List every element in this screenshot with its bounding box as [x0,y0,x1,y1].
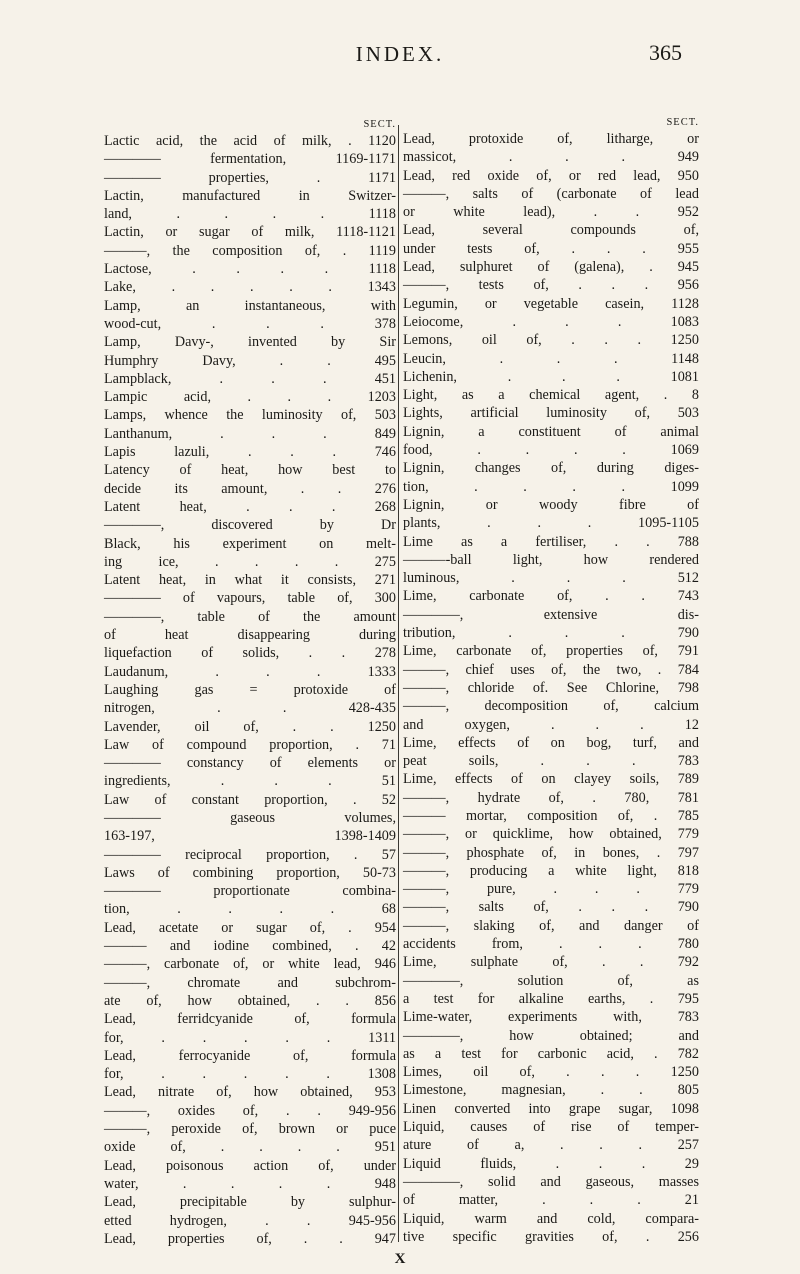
index-entry: Law of compound proportion, . 71 [104,736,396,753]
index-entry: Laughing gas = protoxide of [104,681,396,698]
index-entry: oxide of, . . . . 951 [104,1139,396,1156]
index-entry: Lead, properties of, . . 947 [104,1230,396,1247]
index-entry: ———— gaseous volumes, [104,809,396,826]
index-entry: Lead, protoxide of, litharge, or [403,131,699,147]
index-entry: and oxygen, . . . 12 [403,716,699,733]
index-entry: Lichenin, . . . 1081 [403,368,699,385]
index-entry: accidents from, . . . 780 [403,936,699,953]
index-entry: ———— reciprocal proportion, . 57 [104,846,396,863]
index-entry: Lead, precipitable by sulphur- [104,1194,396,1211]
index-entry: ————, table of the amount [104,608,396,625]
index-entry: as a test for carbonic acid, . 782 [403,1045,699,1062]
index-entry: ———, pure, . . . 779 [403,881,699,898]
index-entry: ———, the composition of, . 1119 [104,242,396,259]
index-entry: land, . . . . 1118 [104,206,396,223]
signature-mark: X [394,1251,406,1267]
index-entry: Lake, . . . . . 1343 [104,279,396,296]
index-entry: Lime, carbonate of, . . 743 [403,588,699,605]
index-entry: ————, how obtained; and [403,1027,699,1044]
index-entry: ———, salts of, . . . 790 [403,899,699,916]
running-header-title: INDEX. [355,42,445,66]
index-entry: Lignin, changes of, during diges- [403,460,699,477]
index-entry: ——— mortar, composition of, . 785 [403,807,699,824]
index-entry: Lactic acid, the acid of milk, . 1120 [104,133,396,149]
index-entry: Latent heat, in what it consists, 271 [104,572,396,589]
index-entry: ———, salts of (carbonate of lead [403,185,699,202]
index-entry: Lead, several compounds of, [403,222,699,239]
index-entry: ———, oxides of, . . 949-956 [104,1102,396,1119]
index-entry: Limes, oil of, . . . 1250 [403,1064,699,1081]
index-entry: nitrogen, . . 428-435 [104,700,396,717]
index-entry: Lead, ferridcyanide of, formula [104,1011,396,1028]
index-entry: Lime, carbonate of, properties of, 791 [403,643,699,660]
index-entry: Latency of heat, how best to [104,462,396,479]
index-entry: ———, slaking of, and danger of [403,917,699,934]
index-entry: Laudanum, . . . 1333 [104,663,396,680]
index-entry: Lime, effects of on bog, turf, and [403,734,699,751]
index-entry: or white lead), . . 952 [403,204,699,221]
index-entry: ———— fermentation, 1169-1171 [104,151,396,168]
index-entry: Leucin, . . . 1148 [403,350,699,367]
index-entry: Liquid, causes of rise of temper- [403,1119,699,1136]
index-entry: ature of a, . . . 257 [403,1137,699,1154]
index-entry: plants, . . . 1095-1105 [403,515,699,532]
index-entry: Lamps, whence the luminosity of, 503 [104,407,396,424]
section-label: SECT. [363,119,396,130]
index-entry: Lead, red oxide of, or red lead, 950 [403,167,699,184]
index-entry: Latent heat, . . . 268 [104,498,396,515]
index-entry: ———, hydrate of, . 780, 781 [403,789,699,806]
index-entry: Liquid fluids, . . . 29 [403,1155,699,1172]
index-entry: Lignin, a constituent of animal [403,423,699,440]
index-entry: Lime-water, experiments with, 783 [403,1009,699,1026]
index-entry: Lime, effects of on clayey soils, 789 [403,771,699,788]
index-entry: ———, phosphate of, in bones, . 797 [403,844,699,861]
index-entry: ing ice, . . . . 275 [104,553,396,570]
index-entry: a test for alkaline earths, . 795 [403,990,699,1007]
index-entry: massicot, . . . 949 [403,149,699,166]
index-entry: Lead, nitrate of, how obtained, 953 [104,1084,396,1101]
index-entry: ———, producing a white light, 818 [403,862,699,879]
index-entry: Limestone, magnesian, . . 805 [403,1082,699,1099]
index-entry: Light, as a chemical agent, . 8 [403,387,699,404]
index-entry: under tests of, . . . 955 [403,240,699,257]
index-entry: tion, . . . . 1099 [403,478,699,495]
index-entry: etted hydrogen, . . 945-956 [104,1212,396,1229]
index-entry: ———— properties, . 1171 [104,169,396,186]
index-entry: Lampblack, . . . 451 [104,370,396,387]
index-entry: Lead, acetate or sugar of, . 954 [104,919,396,936]
index-entry: Humphry Davy, . . 495 [104,352,396,369]
index-entry: of heat disappearing during [104,627,396,644]
index-entry: Lead, sulphuret of (galena), . 945 [403,259,699,276]
index-entry: Liquid, warm and cold, compara- [403,1210,699,1227]
index-entry: ————, discovered by Dr [104,517,396,534]
index-entry: Lapis lazuli, . . . 746 [104,444,396,461]
index-entry: ———, decomposition of, calcium [403,698,699,715]
index-entry: tribution, . . . 790 [403,625,699,642]
index-entry: wood-cut, . . . 378 [104,315,396,332]
index-entry: Lime, sulphate of, . . 792 [403,954,699,971]
index-entry: ate of, how obtained, . . 856 [104,992,396,1009]
index-entry: ———-ball light, how rendered [403,551,699,568]
index-entry: ingredients, . . . 51 [104,773,396,790]
section-label: SECT. [666,117,699,128]
index-entry: for, . . . . . 1308 [104,1066,396,1083]
index-entry: peat soils, . . . 783 [403,753,699,770]
index-entry: Lignin, or woody fibre of [403,496,699,513]
index-entry: ———— proportionate combina- [104,883,396,900]
index-entry: Lights, artificial luminosity of, 503 [403,405,699,422]
index-entry: decide its amount, . . 276 [104,480,396,497]
index-entry: ———— constancy of elements or [104,755,396,772]
index-entry: water, . . . . 948 [104,1175,396,1192]
index-entry: Lead, ferrocyanide of, formula [104,1047,396,1064]
index-entry: Lavender, oil of, . . 1250 [104,718,396,735]
index-entry: Lactose, . . . . 1118 [104,261,396,278]
index-entry: ———, chromate and subchrom- [104,974,396,991]
index-entry: ———, peroxide of, brown or puce [104,1121,396,1138]
index-entry: ———, chloride of. See Chlorine, 798 [403,679,699,696]
index-entry: Lampic acid, . . . 1203 [104,389,396,406]
index-entry: ———, or quicklime, how obtained, 779 [403,826,699,843]
column-divider [398,125,399,1242]
index-entry: Linen converted into grape sugar, 1098 [403,1100,699,1117]
index-entry: ———, tests of, . . . 956 [403,277,699,294]
index-entry: Lead, poisonous action of, under [104,1157,396,1174]
index-column-left [104,118,396,1248]
index-entry: ———, carbonate of, or white lead, 946 [104,956,396,973]
index-entry: Black, his experiment on melt- [104,535,396,552]
index-entry: Lactin, or sugar of milk, 1118-1121 [104,224,396,241]
index-entry: ————, extensive dis- [403,606,699,623]
index-entry: tion, . . . . 68 [104,901,396,918]
index-entry: Lemons, oil of, . . . 1250 [403,332,699,349]
index-entry: food, . . . . 1069 [403,442,699,459]
index-entry: Laws of combining proportion, 50-73 [104,864,396,881]
index-entry: Legumin, or vegetable casein, 1128 [403,295,699,312]
index-entry: Lamp, an instantaneous, with [104,297,396,314]
index-entry: Leiocome, . . . 1083 [403,313,699,330]
index-entry: Lamp, Davy-, invented by Sir [104,334,396,351]
index-entry: of matter, . . . 21 [403,1192,699,1209]
index-entry: ——— and iodine combined, . 42 [104,938,396,955]
index-entry: Law of constant proportion, . 52 [104,791,396,808]
index-entry: 163-197, 1398-1409 [104,828,396,845]
index-entry: ————, solid and gaseous, masses [403,1173,699,1190]
index-entry: Lime as a fertiliser, . . 788 [403,533,699,550]
page-number: 365 [649,40,682,65]
index-column-right [403,118,699,1246]
index-entry: Lanthanum, . . . 849 [104,425,396,442]
index-entry: ———, chief uses of, the two, . 784 [403,661,699,678]
index-entry: liquefaction of solids, . . 278 [104,645,396,662]
index-entry: ———— of vapours, table of, 300 [104,590,396,607]
index-entry: Lactin, manufactured in Switzer- [104,187,396,204]
index-entry: ————, solution of, as [403,972,699,989]
index-entry: tive specific gravities of, . 256 [403,1228,699,1245]
index-entry: for, . . . . . 1311 [104,1029,396,1046]
index-entry: luminous, . . . 512 [403,570,699,587]
